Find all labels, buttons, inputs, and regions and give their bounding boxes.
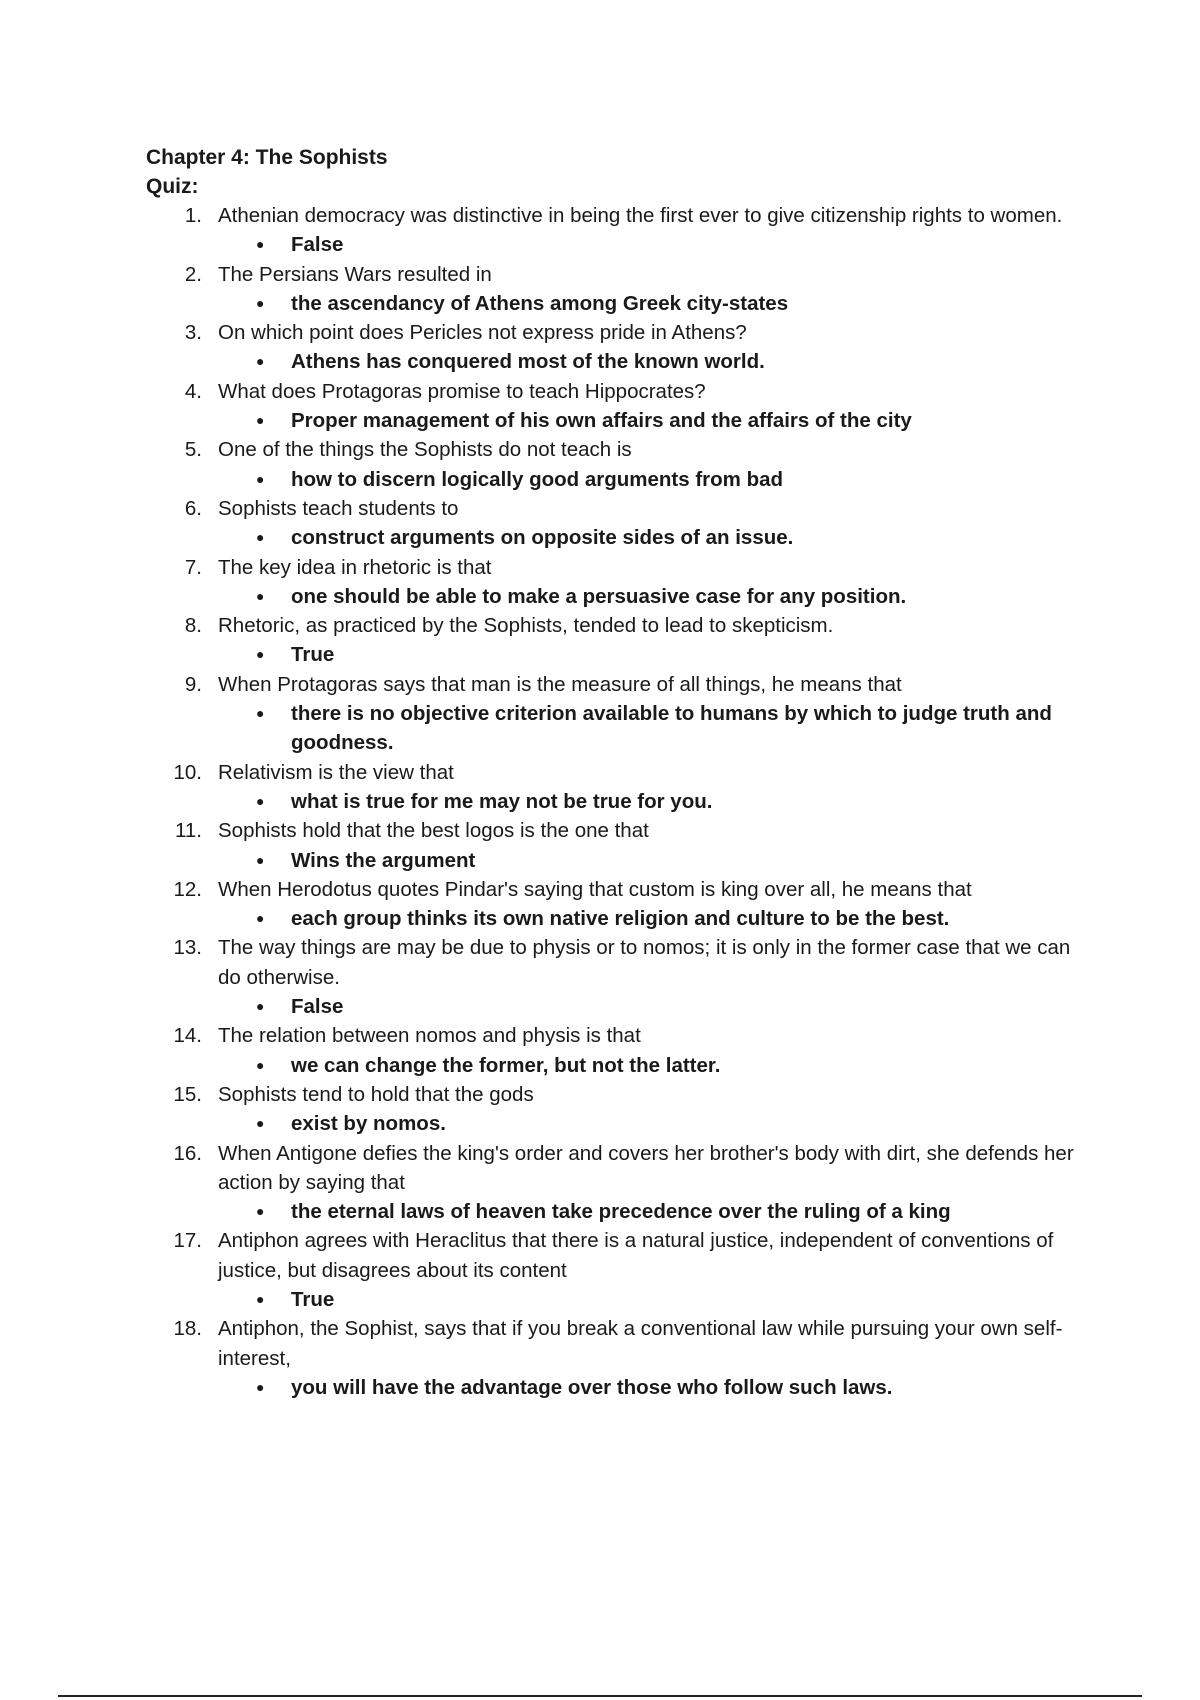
answer-list xyxy=(218,1285,1106,1314)
question-item xyxy=(146,553,1106,612)
answer-item xyxy=(218,1285,1091,1314)
bullet-icon: ● xyxy=(256,1115,265,1132)
question-text: Antiphon, the Sophist, says that if you break a conventional law while pursuing your own self-interest, xyxy=(218,1317,1063,1370)
answer-item xyxy=(218,787,1091,816)
answer-list xyxy=(218,406,1106,435)
bullet-icon: ● xyxy=(256,851,265,868)
answer-list xyxy=(218,1051,1106,1080)
question-text: On which point does Pericles not express pride in Athens? xyxy=(218,321,747,345)
answer-list xyxy=(218,230,1106,259)
question-text: Antiphon agrees with Heraclitus that there is a natural justice, independent of conventions of justice, but disagrees about its content xyxy=(218,1229,1054,1282)
question-text: Sophists tend to hold that the gods xyxy=(218,1082,534,1106)
answer-item xyxy=(218,1373,1091,1402)
question-list xyxy=(146,201,1106,1402)
question-number: 11. xyxy=(175,819,202,843)
bullet-icon: ● xyxy=(256,529,265,546)
question-item xyxy=(146,1314,1106,1402)
answer-list xyxy=(218,640,1106,669)
quiz-label: Quiz: xyxy=(146,175,199,198)
question-item xyxy=(146,435,1106,494)
answer-item xyxy=(218,992,1091,1021)
bullet-icon: ● xyxy=(256,587,265,604)
question-item xyxy=(146,611,1106,670)
bullet-icon: ● xyxy=(256,792,265,809)
chapter-title: Chapter 4: The Sophists xyxy=(146,146,388,169)
answer-item xyxy=(218,347,1091,376)
question-number: 8. xyxy=(184,614,202,638)
footer-divider xyxy=(58,1695,1142,1697)
bullet-icon: ● xyxy=(256,353,265,370)
question-text: The key idea in rhetoric is that xyxy=(218,555,492,579)
question-item xyxy=(146,933,1106,1021)
question-text: The relation between nomos and physis is that xyxy=(218,1024,641,1048)
bullet-icon: ● xyxy=(256,1290,265,1307)
answer-list xyxy=(218,1197,1106,1226)
question-number: 10. xyxy=(173,760,202,784)
question-text: When Herodotus quotes Pindar's saying that custom is king over all, he means that xyxy=(218,877,972,901)
question-number: 15. xyxy=(173,1082,202,1106)
question-number: 1. xyxy=(184,204,202,227)
question-text: One of the things the Sophists do not teach is xyxy=(218,438,632,462)
answer-item xyxy=(218,230,1091,259)
answer-item xyxy=(218,465,1091,494)
answer-text: we can change the former, but not the latter. xyxy=(291,1053,721,1077)
answer-text: there is no objective criterion available to humans by which to judge truth and goodness. xyxy=(291,702,1052,755)
question-item xyxy=(146,875,1106,934)
question-text: Sophists hold that the best logos is the one that xyxy=(218,819,649,843)
question-number: 14. xyxy=(173,1024,202,1048)
question-number: 12. xyxy=(173,877,202,901)
question-text: Rhetoric, as practiced by the Sophists, tended to lead to skepticism. xyxy=(218,614,834,638)
answer-item xyxy=(218,289,1091,318)
question-number: 18. xyxy=(173,1317,202,1341)
question-text: Sophists teach students to xyxy=(218,496,459,520)
answer-item xyxy=(218,1197,1091,1226)
answer-item xyxy=(218,1109,1091,1138)
answer-text: how to discern logically good arguments from bad xyxy=(291,467,784,491)
answer-list xyxy=(218,787,1106,816)
bullet-icon: ● xyxy=(256,470,265,487)
bullet-icon: ● xyxy=(256,412,265,429)
answer-text: Athens has conquered most of the known world. xyxy=(291,350,765,374)
bullet-icon: ● xyxy=(256,705,265,722)
answer-text: construct arguments on opposite sides of an issue. xyxy=(291,526,794,550)
answer-text: False xyxy=(291,233,344,257)
answer-item xyxy=(218,699,1091,758)
question-number: 7. xyxy=(184,555,202,579)
answer-item xyxy=(218,582,1091,611)
question-text: Athenian democracy was distinctive in being the first ever to give citizenship rights to women. xyxy=(218,204,1063,227)
answer-text: Wins the argument xyxy=(291,848,476,872)
question-number: 4. xyxy=(184,379,202,403)
question-text: Relativism is the view that xyxy=(218,760,454,784)
question-number: 3. xyxy=(184,321,202,345)
bullet-icon: ● xyxy=(256,998,265,1015)
answer-item xyxy=(218,846,1091,875)
question-item xyxy=(146,1080,1106,1139)
answer-text: the ascendancy of Athens among Greek city-states xyxy=(291,291,789,315)
question-item xyxy=(146,377,1106,436)
question-item xyxy=(146,318,1106,377)
answer-list xyxy=(218,846,1106,875)
question-item xyxy=(146,758,1106,817)
question-item xyxy=(146,1226,1106,1314)
answer-list xyxy=(218,289,1106,318)
answer-text: exist by nomos. xyxy=(291,1112,446,1136)
answer-text: what is true for me may not be true for you. xyxy=(291,789,713,813)
answer-item xyxy=(218,1051,1091,1080)
question-number: 2. xyxy=(184,262,202,286)
answer-text: True xyxy=(291,643,335,667)
bullet-icon: ● xyxy=(256,294,265,311)
question-text: When Protagoras says that man is the measure of all things, he means that xyxy=(218,672,902,696)
question-text: The Persians Wars resulted in xyxy=(218,262,492,286)
answer-text: each group thinks its own native religion and culture to be the best. xyxy=(291,907,950,931)
answer-list xyxy=(218,347,1106,376)
answer-item xyxy=(218,640,1091,669)
bullet-icon: ● xyxy=(256,646,265,663)
question-number: 5. xyxy=(184,438,202,462)
answer-list xyxy=(218,523,1106,552)
question-item xyxy=(146,816,1106,875)
question-item xyxy=(146,201,1106,260)
answer-text: one should be able to make a persuasive case for any position. xyxy=(291,584,907,608)
answer-list xyxy=(218,1373,1106,1402)
answer-text: False xyxy=(291,995,344,1019)
answer-item xyxy=(218,904,1091,933)
question-text: The way things are may be due to physis or to nomos; it is only in the former case that we can do otherwise. xyxy=(218,936,1071,989)
bullet-icon: ● xyxy=(256,910,265,927)
question-number: 16. xyxy=(173,1141,202,1165)
document-content xyxy=(146,143,1106,1402)
answer-text: the eternal laws of heaven take precedence over the ruling of a king xyxy=(291,1200,951,1224)
bullet-icon: ● xyxy=(256,1203,265,1220)
answer-text: True xyxy=(291,1287,335,1311)
question-item xyxy=(146,1021,1106,1080)
bullet-icon: ● xyxy=(256,1056,265,1073)
question-number: 9. xyxy=(184,672,202,696)
answer-item xyxy=(218,523,1091,552)
question-text: What does Protagoras promise to teach Hippocrates? xyxy=(218,379,706,403)
answer-list xyxy=(218,904,1106,933)
question-item xyxy=(146,1139,1106,1227)
question-item xyxy=(146,260,1106,319)
question-number: 13. xyxy=(173,936,202,960)
question-number: 6. xyxy=(184,496,202,520)
answer-item xyxy=(218,406,1091,435)
bullet-icon: ● xyxy=(256,236,265,253)
answer-text: Proper management of his own affairs and the affairs of the city xyxy=(291,409,912,433)
question-item xyxy=(146,494,1106,553)
bullet-icon: ● xyxy=(256,1378,265,1395)
question-number: 17. xyxy=(173,1229,202,1253)
answer-list xyxy=(218,699,1106,758)
answer-text: you will have the advantage over those who follow such laws. xyxy=(291,1375,893,1399)
question-text: When Antigone defies the king's order and covers her brother's body with dirt, she defends her action by saying that xyxy=(218,1141,1074,1194)
answer-list xyxy=(218,992,1106,1021)
answer-list xyxy=(218,582,1106,611)
question-item xyxy=(146,670,1106,758)
answer-list xyxy=(218,1109,1106,1138)
answer-list xyxy=(218,465,1106,494)
